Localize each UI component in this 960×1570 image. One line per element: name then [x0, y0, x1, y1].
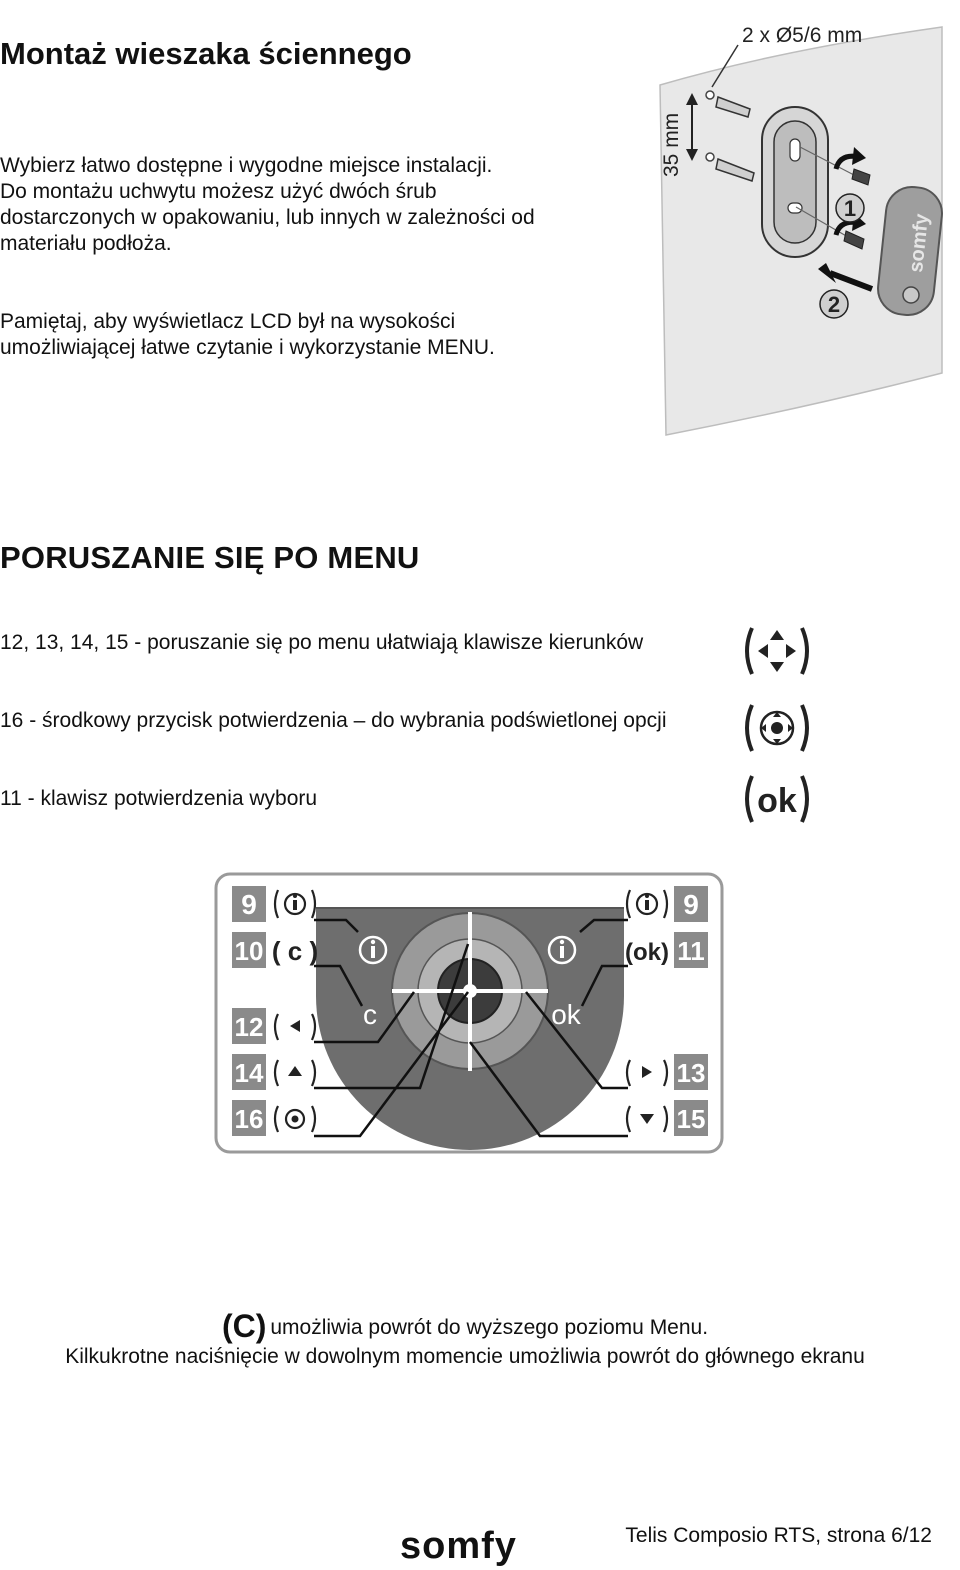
svg-text:16: 16	[234, 1104, 264, 1134]
keypad-diagram	[210, 866, 730, 1158]
ok-key-label: ok	[551, 999, 581, 1030]
ok-bracket-label: (ok)	[625, 939, 669, 966]
menu-section-title: PORUSZANIE SIĘ PO MENU	[0, 540, 420, 575]
center-key-icon	[740, 701, 814, 755]
svg-text:13: 13	[676, 1058, 706, 1088]
svg-text:11: 11	[677, 936, 705, 966]
svg-text:15: 15	[676, 1104, 706, 1134]
caption-line-1: (C) umożliwia powrót do wyższego poziomu Menu.	[221, 1308, 709, 1344]
mount-paragraph-1: Wybierz łatwo dostępne i wygodne miejsce instalacji. Do montażu uchwytu możesz użyć dwóch śrub dostarczonych w opakowaniu, lub innych w zależności od materiału podłoża.	[0, 154, 535, 255]
screw-size-label: 2 x Ø5/6 mm	[742, 24, 863, 47]
svg-text:1: 1	[843, 196, 857, 221]
ok-key-icon	[740, 772, 814, 826]
step-2-badge	[820, 290, 848, 318]
page-title: Montaż wieszaka ściennego	[0, 36, 412, 71]
directional-keys-icon	[740, 624, 814, 678]
svg-text:2: 2	[827, 292, 841, 317]
height-label: 35 mm	[660, 112, 683, 177]
svg-text:9: 9	[241, 889, 257, 920]
wall-mount-illustration	[630, 15, 950, 465]
nav-row-center: 16 - środkowy przycisk potwierdzenia – do wybrania podświetlonej opcji	[0, 709, 667, 732]
nav-row-ok: 11 - klawisz potwierdzenia wyboru	[0, 787, 318, 810]
svg-text:ok: ok	[757, 782, 797, 820]
footer-page-info: Telis Composio RTS, strona 6/12	[625, 1524, 932, 1547]
wall-bracket	[762, 107, 828, 257]
svg-text:somfy: somfy	[400, 1525, 517, 1566]
nav-row-directional: 12, 13, 14, 15 - poruszanie się po menu ułatwiają klawisze kierunków	[0, 631, 644, 654]
svg-text:10: 10	[234, 936, 264, 966]
c-key-symbol: (C)	[221, 1308, 267, 1344]
c-key-label: c	[363, 999, 377, 1030]
svg-text:9: 9	[683, 889, 699, 920]
svg-text:12: 12	[234, 1012, 264, 1042]
c-bracket-label: ( c )	[271, 936, 319, 966]
svg-text:14: 14	[234, 1058, 264, 1088]
caption-line-2: Kilkukrotne naciśnięcie w dowolnym momencie umożliwia powrót do głównego ekranu	[65, 1345, 865, 1368]
mount-paragraph-2: Pamiętaj, aby wyświetlacz LCD był na wysokości umożliwiającej łatwe czytanie i wykorzystanie MENU.	[0, 310, 495, 359]
step-1-badge	[836, 194, 864, 222]
somfy-logo	[400, 1524, 550, 1566]
remote-brand-label: somfy	[905, 212, 934, 274]
